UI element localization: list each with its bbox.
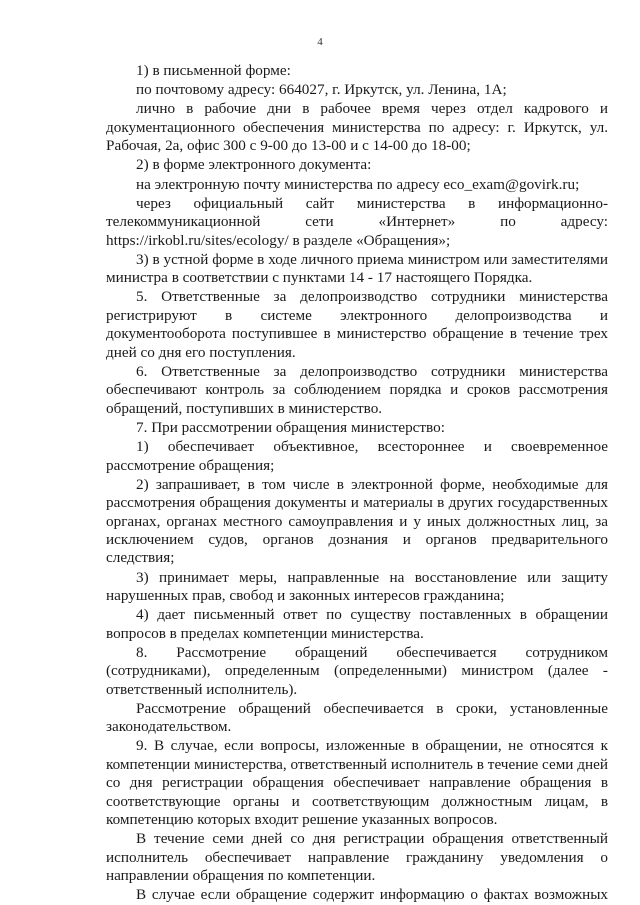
paragraph-p13: 3) принимает меры, направленные на восстановление или защиту нарушенных прав, свобод и законных интересов гражданина;	[106, 568, 608, 604]
paragraph-p7: 3) в устной форме в ходе личного приема министром или заместителями министра в соответствии с пунктами 14 - 17 настоящего Порядка.	[106, 250, 608, 287]
paragraph-p8: 5. Ответственные за делопроизводство сотрудники министерства регистрируют в системе электронного делопроизводства и документооборота поступившее в министерство обращение в течение трех дней со дня его поступления.	[106, 288, 608, 361]
paragraph-p2: по почтовому адресу: 664027, г. Иркутск, ул. Ленина, 1А;	[136, 81, 507, 99]
paragraph-p17: 9. В случае, если вопросы, изложенные в обращении, не относятся к компетенции министерства, ответственный исполнитель в течение семи дней со дня регистрации обращения обеспечивает направление обращения в соответствующие органы и соответствующим должностным лицам, в компетенцию которых входит решение указанных вопросов.	[106, 737, 608, 828]
paragraph-p19: В случае если обращение содержит информацию о фактах возможных	[136, 886, 608, 904]
paragraph-p14: 4) дает письменный ответ по существу поставленных в обращении вопросов в пределах компетенции министерства.	[106, 606, 608, 642]
paragraph-p18: В течение семи дней со дня регистрации обращения ответственный исполнитель обеспечивает направление гражданину уведомления о направлении обращения по компетенции.	[106, 830, 608, 885]
document-body	[106, 62, 608, 905]
paragraph-p1: 1) в письменной форме:	[136, 62, 291, 79]
paragraph-p12: 2) запрашивает, в том числе в электронной форме, необходимые для рассмотрения обращения документы и материалы в других государственных органах, органах местного самоуправления и у иных должностных лиц, за исключением судов, органов дознания и органов предварительного следствия;	[106, 475, 608, 567]
paragraph-p16: Рассмотрение обращений обеспечивается в сроки, установленные законодательством.	[106, 699, 608, 736]
paragraph-p3: лично в рабочие дни в рабочее время через отдел кадрового и документационного обеспечения министерства по адресу: г. Иркутск, ул. Рабочая, 2а, офис 300 с 9-00 до 13-00 и с 14-00 до 18-00;	[106, 100, 608, 155]
paragraph-p15: 8. Рассмотрение обращений обеспечивается сотрудником (сотрудниками), определенным (определенными) министром (далее - ответственный исполнитель).	[106, 643, 608, 698]
paragraph-p4: 2) в форме электронного документа:	[136, 156, 372, 174]
paragraph-p9: 6. Ответственные за делопроизводство сотрудники министерства обеспечивают контроль за соблюдением порядка и сроков рассмотрения обращений, поступивших в министерство.	[106, 362, 608, 417]
paragraph-p6: через официальный сайт министерства в информационно-телекоммуникационной сети «Интернет» по адресу: https://irkobl.ru/sites/ecology/ в разделе «Обращения»;	[106, 194, 608, 249]
page-number: 4	[317, 36, 323, 48]
paragraph-p5: на электронную почту министерства по адресу eco_exam@govirk.ru;	[136, 175, 580, 193]
paragraph-p10: 7. При рассмотрении обращения министерство:	[136, 418, 445, 436]
paragraph-p11: 1) обеспечивает объективное, всестороннее и своевременное рассмотрение обращения;	[106, 438, 608, 474]
